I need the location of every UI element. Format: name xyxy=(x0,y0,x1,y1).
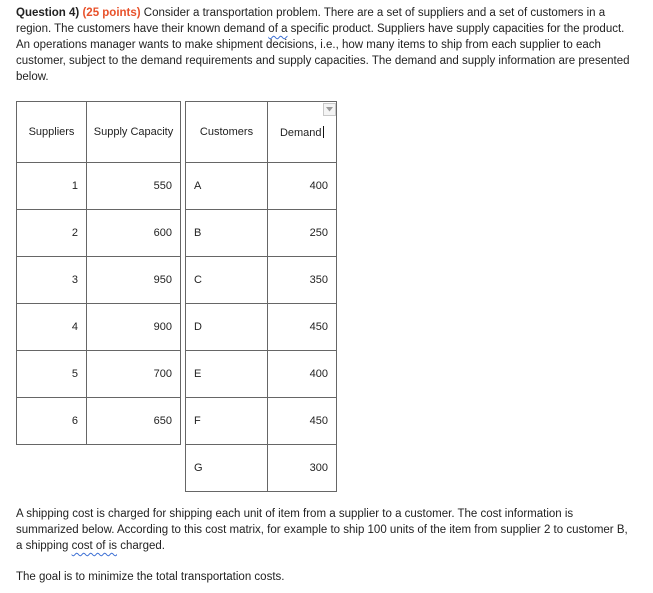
customer-id-cell[interactable]: B xyxy=(186,210,268,257)
suppliers-table xyxy=(16,101,181,445)
supplier-row xyxy=(17,351,181,398)
question-text-part2: specific product. Suppliers have supply capacities for the product. An operations manager wants to make shipment decisions, i.e., how many items to ship from each supplier to each customer, subject to the demand requirements and supply capacities. The demand and supply information are presented below. xyxy=(16,23,630,83)
header-suppliers[interactable]: Suppliers xyxy=(17,102,87,163)
customer-id-cell[interactable]: D xyxy=(186,304,268,351)
header-supply-capacity[interactable]: Supply Capacity xyxy=(87,102,181,163)
customer-demand-cell[interactable]: 350 xyxy=(268,257,337,304)
spellcheck-underline-cost: cost of is xyxy=(71,540,118,552)
question-points: (25 points) xyxy=(82,7,141,19)
header-customers[interactable]: Customers xyxy=(186,102,268,163)
customer-row xyxy=(186,210,337,257)
supplier-capacity-cell[interactable]: 700 xyxy=(87,351,181,398)
supplier-row xyxy=(17,163,181,210)
goal-text: The goal is to minimize the total transportation costs. xyxy=(16,571,285,583)
supplier-id-cell[interactable]: 4 xyxy=(17,304,87,351)
customer-demand-cell[interactable]: 450 xyxy=(268,398,337,445)
supplier-capacity-cell[interactable]: 650 xyxy=(87,398,181,445)
supplier-row xyxy=(17,398,181,445)
customer-row xyxy=(186,351,337,398)
customer-demand-cell[interactable]: 400 xyxy=(268,351,337,398)
customer-id-cell[interactable]: C xyxy=(186,257,268,304)
supplier-id-cell[interactable]: 3 xyxy=(17,257,87,304)
supplier-capacity-cell[interactable]: 900 xyxy=(87,304,181,351)
customer-demand-cell[interactable]: 250 xyxy=(268,210,337,257)
customer-id-cell[interactable]: F xyxy=(186,398,268,445)
question-label: Question 4) xyxy=(16,7,80,19)
text-cursor xyxy=(323,126,325,138)
customer-row xyxy=(186,445,337,492)
cost-description xyxy=(16,506,636,554)
customer-row xyxy=(186,304,337,351)
header-demand-label: Demand xyxy=(279,126,322,139)
customer-row xyxy=(186,163,337,210)
dropdown-toggle-button[interactable] xyxy=(323,103,336,116)
supplier-id-cell[interactable]: 5 xyxy=(17,351,87,398)
supplier-row xyxy=(17,257,181,304)
customer-demand-cell[interactable]: 300 xyxy=(268,445,337,492)
customer-row xyxy=(186,398,337,445)
cost-text-part2: charged. xyxy=(117,540,165,552)
question-text xyxy=(16,5,636,85)
suppliers-header-row xyxy=(17,102,181,163)
customers-header-row xyxy=(186,102,337,163)
customer-row xyxy=(186,257,337,304)
chevron-down-icon xyxy=(326,107,333,112)
customer-id-cell[interactable]: A xyxy=(186,163,268,210)
supplier-row xyxy=(17,210,181,257)
supplier-row xyxy=(17,304,181,351)
customer-id-cell[interactable]: E xyxy=(186,351,268,398)
customer-demand-cell[interactable]: 450 xyxy=(268,304,337,351)
customer-id-cell[interactable]: G xyxy=(186,445,268,492)
spellcheck-underline: of a xyxy=(268,23,288,35)
customer-demand-cell[interactable]: 400 xyxy=(268,163,337,210)
supplier-id-cell[interactable]: 2 xyxy=(17,210,87,257)
supplier-capacity-cell[interactable]: 950 xyxy=(87,257,181,304)
question-text-part1: Consider a transportation problem. There are a set of suppliers and a set of customers in a region. The customers have their known demand xyxy=(16,7,606,35)
supplier-id-cell[interactable]: 1 xyxy=(17,163,87,210)
supplier-capacity-cell[interactable]: 600 xyxy=(87,210,181,257)
customers-table xyxy=(185,101,337,492)
supplier-capacity-cell[interactable]: 550 xyxy=(87,163,181,210)
cost-text-part1: A shipping cost is charged for shipping each unit of item from a supplier to a customer. The cost information is summarized below. According to this cost matrix, for example to ship 100 units of the item from supplier 2 to customer B, a shipping xyxy=(16,508,628,552)
supplier-id-cell[interactable]: 6 xyxy=(17,398,87,445)
